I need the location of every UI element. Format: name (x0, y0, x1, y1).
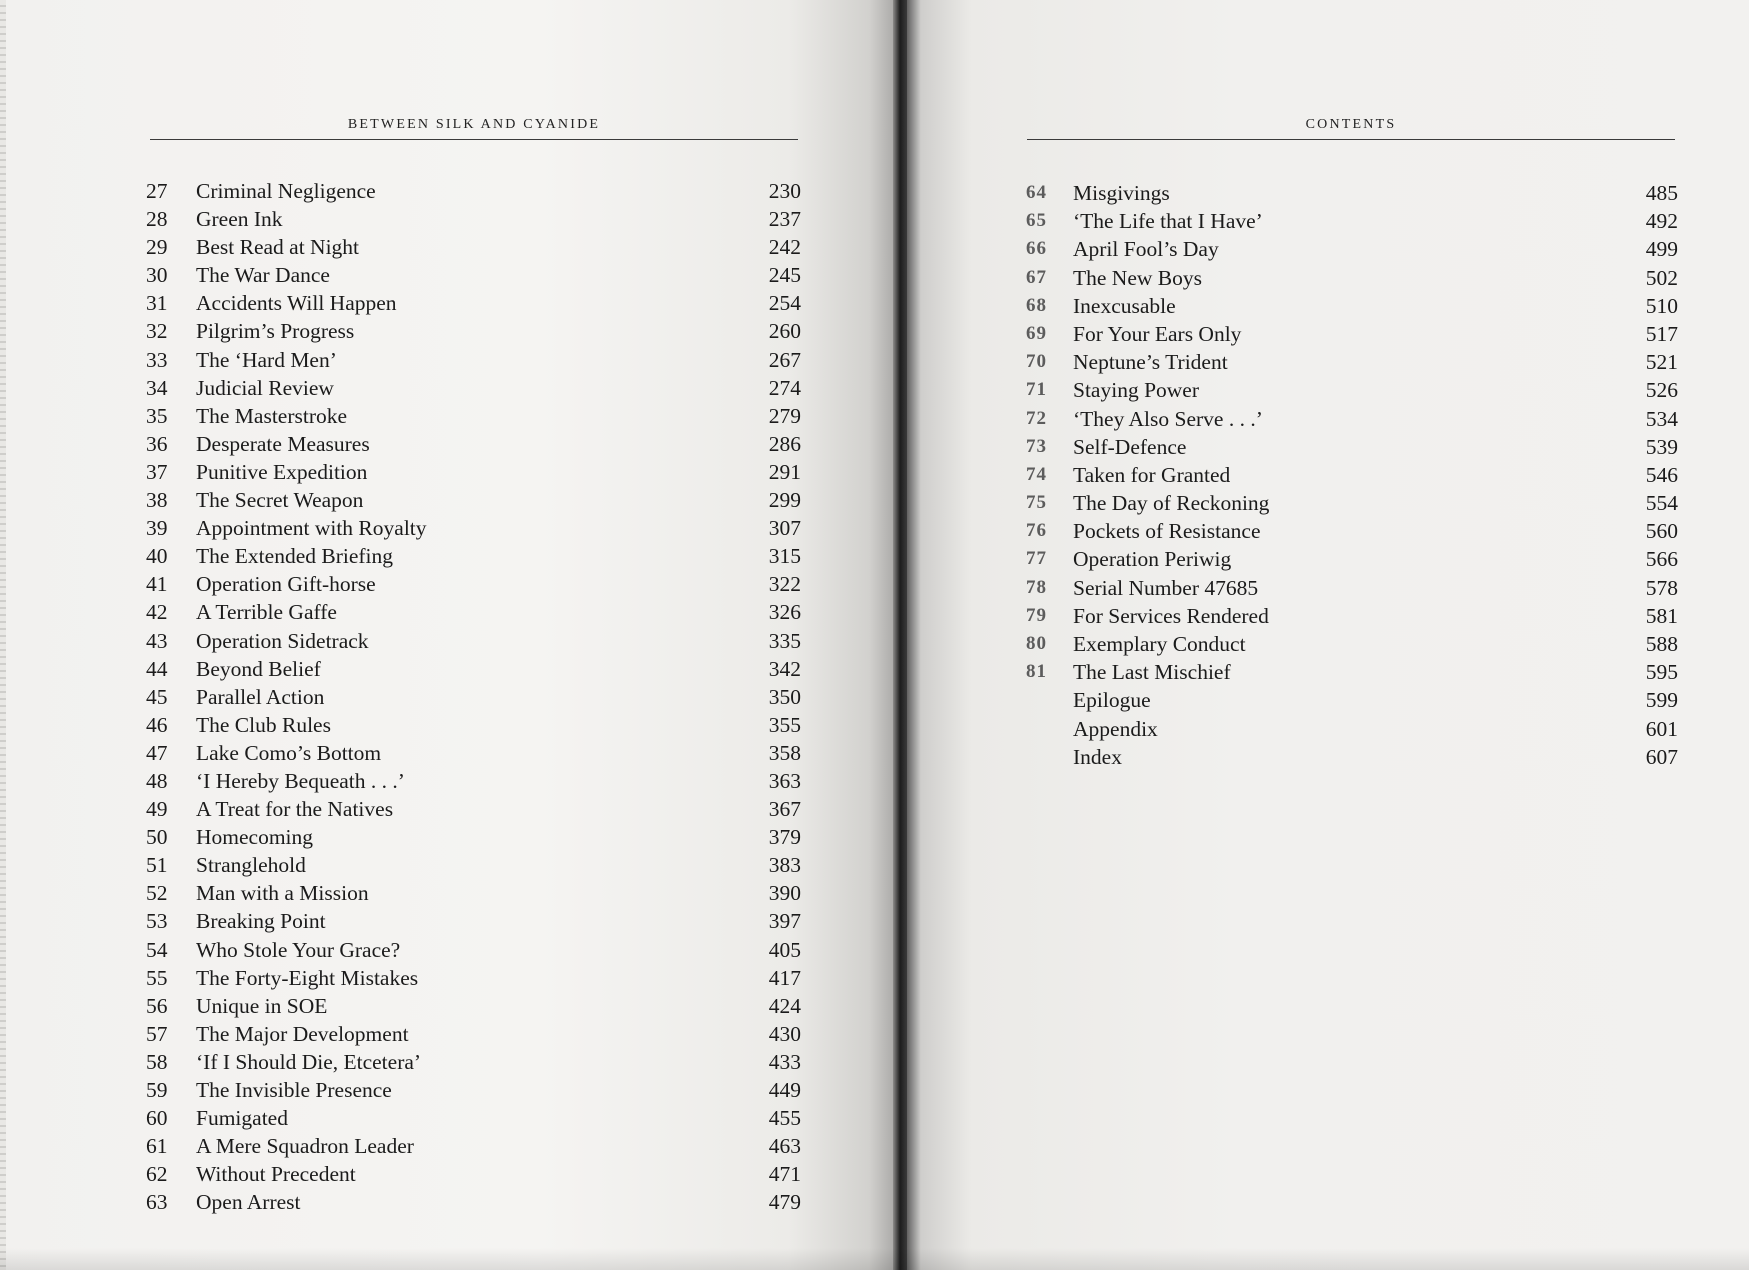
toc-entry (1026, 545, 1678, 573)
page-number: 430 (768, 1021, 801, 1046)
chapter-number: 34 (146, 375, 168, 400)
chapter-number: 68 (1026, 294, 1047, 316)
toc-entry (1026, 376, 1678, 404)
page-number: 424 (768, 993, 801, 1018)
chapter-title: April Fool’s Day (1073, 237, 1219, 262)
toc-entry (1026, 686, 1678, 714)
toc-entry (1026, 320, 1678, 348)
chapter-title: Man with a Mission (196, 881, 369, 906)
chapter-number: 32 (146, 319, 168, 344)
toc-entry (1026, 658, 1678, 686)
chapter-title: Operation Periwig (1073, 547, 1232, 572)
chapter-title: Operation Sidetrack (196, 628, 369, 653)
chapter-title: ‘If I Should Die, Etcetera’ (196, 1049, 422, 1074)
chapter-number: 67 (1026, 266, 1047, 288)
chapter-title: Appendix (1073, 716, 1158, 741)
chapter-number: 51 (146, 853, 168, 878)
page-number: 492 (1645, 209, 1678, 234)
chapter-title: Breaking Point (196, 909, 326, 934)
chapter-number: 35 (146, 403, 168, 428)
chapter-title: Index (1073, 744, 1122, 769)
chapter-title: Lake Como’s Bottom (196, 740, 382, 765)
toc-entry (146, 205, 801, 233)
page-number: 307 (768, 516, 801, 541)
page-number: 485 (1645, 181, 1678, 205)
contents-list-left (146, 177, 801, 1216)
page-number: 355 (768, 712, 801, 737)
chapter-title: Taken for Granted (1073, 462, 1231, 487)
toc-entry (146, 739, 801, 767)
running-head-right: CONTENTS (1305, 117, 1397, 132)
toc-entry (146, 1104, 801, 1132)
page-number: 554 (1645, 491, 1678, 516)
page-number: 463 (768, 1134, 801, 1159)
toc-entry (146, 261, 801, 289)
chapter-title: Appointment with Royalty (196, 516, 427, 541)
chapter-title: The War Dance (196, 263, 330, 288)
chapter-number: 70 (1026, 351, 1047, 373)
toc-entry (146, 430, 801, 458)
toc-entry (1026, 292, 1678, 320)
page-number: 267 (768, 347, 801, 372)
toc-entry (146, 992, 801, 1020)
chapter-title: Self-Defence (1073, 434, 1187, 459)
contents-list-right (1026, 179, 1678, 771)
chapter-title: Without Precedent (196, 1162, 356, 1187)
header-rule (1027, 139, 1675, 140)
chapter-number: 66 (1026, 238, 1047, 260)
chapter-number: 61 (146, 1134, 168, 1159)
chapter-number: 48 (146, 768, 168, 793)
chapter-title: Operation Gift-horse (196, 572, 376, 597)
chapter-title: The New Boys (1073, 265, 1202, 290)
chapter-title: Misgivings (1073, 181, 1170, 205)
page-number: 607 (1645, 744, 1678, 769)
page-number: 595 (1645, 660, 1678, 685)
chapter-title: For Your Ears Only (1073, 321, 1242, 346)
chapter-title: The Major Development (196, 1021, 409, 1046)
toc-entry (1026, 348, 1678, 376)
chapter-number: 46 (146, 712, 168, 737)
toc-entry (1026, 489, 1678, 517)
chapter-title: Pockets of Resistance (1073, 519, 1261, 544)
page-number: 286 (768, 431, 801, 456)
chapter-title: The Extended Briefing (196, 544, 394, 569)
chapter-number: 81 (1026, 661, 1047, 683)
page-number: 367 (768, 797, 801, 822)
chapter-number: 45 (146, 684, 168, 709)
chapter-title: Neptune’s Trident (1073, 350, 1228, 375)
page-number: 566 (1645, 547, 1678, 572)
chapter-number: 28 (146, 207, 168, 232)
chapter-number: 44 (146, 656, 168, 681)
toc-entry (1026, 235, 1678, 263)
toc-entry (146, 655, 801, 683)
toc-entry (146, 317, 801, 345)
toc-entry (1026, 405, 1678, 433)
page-number: 546 (1645, 462, 1678, 487)
toc-entry (146, 879, 801, 907)
page-number: 274 (768, 375, 801, 400)
page-number: 560 (1645, 519, 1678, 544)
page-number: 358 (768, 740, 801, 765)
toc-entry (1026, 433, 1678, 461)
toc-entry (146, 823, 801, 851)
chapter-title: ‘The Life that I Have’ (1073, 209, 1263, 234)
chapter-number: 73 (1026, 435, 1047, 457)
page-number: 254 (768, 291, 801, 316)
page-number: 260 (768, 319, 801, 344)
chapter-title: Desperate Measures (196, 431, 370, 456)
chapter-number: 38 (146, 488, 168, 513)
toc-entry (146, 767, 801, 795)
right-page (904, 0, 1749, 1270)
chapter-number: 80 (1026, 633, 1047, 654)
chapter-number: 31 (146, 291, 168, 316)
page-number: 291 (768, 459, 801, 484)
toc-entry (1026, 264, 1678, 292)
chapter-number: 78 (1026, 576, 1047, 598)
chapter-title: Judicial Review (196, 375, 334, 400)
toc-entry (1026, 207, 1678, 235)
chapter-number: 75 (1026, 492, 1047, 514)
chapter-number: 39 (146, 516, 168, 541)
chapter-title: ‘They Also Serve . . .’ (1073, 406, 1263, 431)
page-number: 455 (768, 1106, 801, 1131)
toc-entry (146, 542, 801, 570)
chapter-number: 59 (146, 1078, 168, 1102)
chapter-number: 47 (146, 740, 168, 765)
page-number: 379 (768, 825, 801, 850)
page-number: 578 (1645, 575, 1678, 600)
chapter-number: 50 (146, 825, 168, 850)
chapter-title: Punitive Expedition (196, 459, 368, 484)
chapter-number: 57 (146, 1021, 168, 1046)
toc-entry (1026, 602, 1678, 630)
toc-entry (146, 289, 801, 317)
toc-entry (1026, 461, 1678, 489)
page-number: 397 (768, 909, 801, 934)
chapter-number: 71 (1026, 379, 1047, 401)
page-number: 502 (1645, 265, 1678, 290)
chapter-title: Staying Power (1073, 378, 1200, 403)
toc-entry (146, 627, 801, 655)
page-number: 245 (768, 263, 801, 288)
toc-entry (146, 1132, 801, 1160)
page-number: 242 (768, 235, 801, 260)
toc-entry (146, 1020, 801, 1048)
page-number: 510 (1645, 293, 1678, 318)
chapter-number: 30 (146, 263, 168, 288)
page-number: 581 (1645, 603, 1678, 628)
chapter-number: 40 (146, 544, 168, 569)
chapter-number: 29 (146, 235, 168, 260)
chapter-number: 41 (146, 572, 168, 597)
page-number: 342 (768, 656, 801, 681)
chapter-title: The Invisible Presence (196, 1078, 392, 1102)
toc-entry (146, 177, 801, 205)
toc-entry (146, 598, 801, 626)
page-number: 299 (768, 488, 801, 513)
chapter-number: 54 (146, 937, 168, 962)
page-number: 390 (768, 881, 801, 906)
page-number: 499 (1645, 237, 1678, 262)
chapter-number: 72 (1026, 407, 1047, 429)
page-number: 479 (768, 1190, 801, 1215)
page-number: 335 (768, 628, 801, 653)
chapter-number: 77 (1026, 548, 1047, 570)
chapter-title: Pilgrim’s Progress (196, 319, 355, 344)
toc-entry (146, 683, 801, 711)
page-number: 588 (1645, 632, 1678, 656)
page-number: 471 (768, 1162, 801, 1187)
chapter-title: The Masterstroke (196, 403, 348, 428)
page-edge (0, 0, 6, 1270)
chapter-title: The Forty-Eight Mistakes (196, 965, 419, 990)
page-number: 405 (768, 937, 801, 962)
page-number: 433 (768, 1049, 801, 1074)
page-number: 279 (768, 403, 801, 428)
chapter-title: ‘I Hereby Bequeath . . .’ (196, 768, 405, 793)
toc-entry (146, 851, 801, 879)
chapter-title: The ‘Hard Men’ (196, 347, 337, 372)
page-number: 350 (768, 684, 801, 709)
chapter-title: Beyond Belief (196, 656, 321, 681)
chapter-number: 64 (1026, 182, 1047, 203)
book-gutter (893, 0, 907, 1270)
chapter-title: Open Arrest (196, 1190, 301, 1215)
page-number: 383 (768, 853, 801, 878)
page-number: 322 (768, 572, 801, 597)
toc-entry (146, 1048, 801, 1076)
toc-entry (146, 570, 801, 598)
chapter-number: 65 (1026, 210, 1047, 232)
chapter-title: Epilogue (1073, 688, 1151, 713)
chapter-title: Fumigated (196, 1106, 288, 1131)
running-head-left: BETWEEN SILK AND CYANIDE (347, 117, 601, 132)
toc-entry (146, 936, 801, 964)
chapter-title: For Services Rendered (1073, 603, 1269, 628)
toc-entry (146, 1076, 801, 1104)
chapter-title: Stranglehold (196, 853, 306, 878)
chapter-title: A Mere Squadron Leader (196, 1134, 414, 1159)
chapter-title: Serial Number 47685 (1073, 575, 1259, 600)
toc-entry (146, 458, 801, 486)
toc-entry (1026, 715, 1678, 743)
chapter-title: The Club Rules (196, 712, 331, 737)
chapter-title: The Last Mischief (1073, 660, 1231, 685)
chapter-number: 79 (1026, 604, 1047, 626)
chapter-title: Criminal Negligence (196, 179, 376, 203)
chapter-number: 58 (146, 1049, 168, 1074)
page-number: 230 (768, 179, 801, 203)
chapter-number: 53 (146, 909, 168, 934)
page-number: 599 (1645, 688, 1678, 713)
page-number: 517 (1645, 321, 1678, 346)
chapter-title: Exemplary Conduct (1073, 632, 1246, 656)
chapter-number: 74 (1026, 463, 1047, 485)
page-number: 526 (1645, 378, 1678, 403)
bottom-shadow (0, 1248, 1749, 1270)
toc-entry (146, 514, 801, 542)
chapter-number: 27 (146, 179, 168, 203)
toc-entry (146, 402, 801, 430)
header-rule (150, 139, 798, 140)
toc-entry (146, 486, 801, 514)
chapter-title: Green Ink (196, 207, 283, 232)
chapter-number: 33 (146, 347, 168, 372)
toc-entry (1026, 517, 1678, 545)
chapter-number: 49 (146, 797, 168, 822)
toc-entry (146, 907, 801, 935)
toc-entry (146, 374, 801, 402)
toc-entry (1026, 574, 1678, 602)
chapter-number: 42 (146, 600, 168, 625)
chapter-title: Parallel Action (196, 684, 325, 709)
chapter-number: 55 (146, 965, 168, 990)
page-number: 601 (1645, 716, 1678, 741)
chapter-number: 69 (1026, 322, 1047, 344)
page-number: 237 (768, 207, 801, 232)
toc-entry (146, 964, 801, 992)
toc-entry (1026, 630, 1678, 658)
page-number: 417 (768, 965, 801, 990)
chapter-title: Best Read at Night (196, 235, 360, 260)
toc-entry (146, 1160, 801, 1188)
chapter-title: The Secret Weapon (196, 488, 364, 513)
chapter-title: Unique in SOE (196, 993, 328, 1018)
chapter-number: 62 (146, 1162, 168, 1187)
chapter-title: Accidents Will Happen (196, 291, 397, 316)
chapter-number: 43 (146, 628, 168, 653)
chapter-title: A Treat for the Natives (196, 797, 394, 822)
toc-entry (1026, 179, 1678, 207)
chapter-number: 52 (146, 881, 168, 906)
chapter-number: 56 (146, 993, 168, 1018)
page-number: 363 (768, 768, 801, 793)
chapter-number: 63 (146, 1190, 168, 1215)
chapter-title: Homecoming (196, 825, 314, 850)
toc-entry (146, 795, 801, 823)
chapter-number: 60 (146, 1106, 168, 1131)
toc-entry (146, 1188, 801, 1216)
chapter-title: Who Stole Your Grace? (196, 937, 401, 962)
chapter-number: 76 (1026, 520, 1047, 542)
page-number: 449 (768, 1078, 801, 1102)
page-number: 315 (768, 544, 801, 569)
page-number: 539 (1645, 434, 1678, 459)
chapter-number: 36 (146, 431, 168, 456)
page-number: 326 (768, 600, 801, 625)
chapter-title: A Terrible Gaffe (196, 600, 337, 625)
toc-entry (146, 711, 801, 739)
toc-entry (146, 233, 801, 261)
chapter-title: Inexcusable (1073, 293, 1176, 318)
chapter-number: 37 (146, 459, 168, 484)
page-number: 534 (1645, 406, 1678, 431)
toc-entry (1026, 743, 1678, 771)
page-number: 521 (1645, 350, 1678, 375)
chapter-title: The Day of Reckoning (1073, 491, 1270, 516)
toc-entry (146, 346, 801, 374)
